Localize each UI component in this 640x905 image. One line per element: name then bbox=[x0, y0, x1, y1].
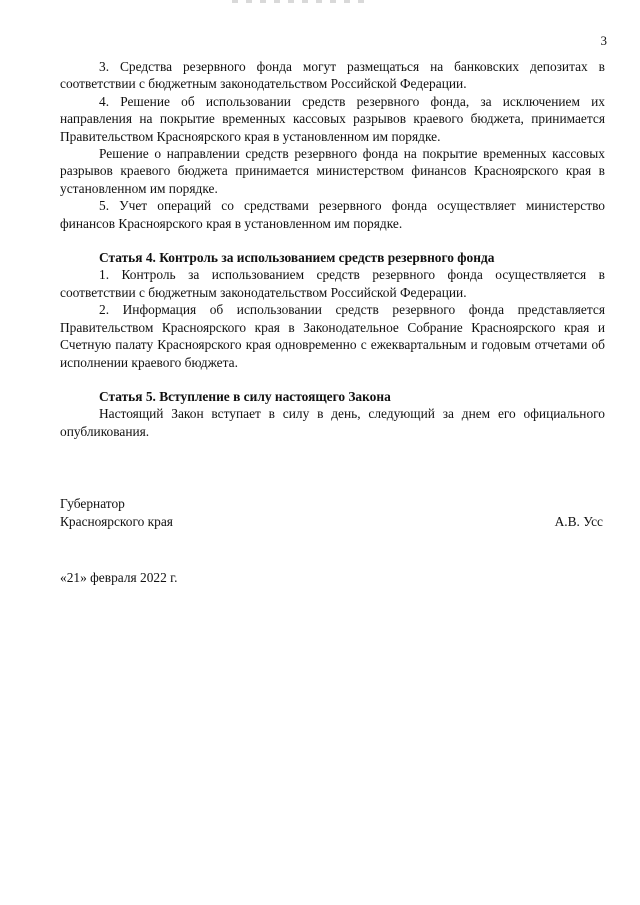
article-4-paragraph-2: 2. Информация об использовании средств резервного фонда представляется Правительством Красноярского края в Законодательное Собрание Красноярского края и Счетную палату Красноярского края одновременно с ежеквартальным и годовым отчетами об исполнении краевого бюджета. bbox=[60, 302, 605, 370]
paragraph-4: 4. Решение об использовании средств резервного фонда, за исключением их направления на покрытие временных кассовых разрывов краевого бюджета, принимается Правительством Красноярского края в установленном им порядке. bbox=[60, 93, 605, 144]
page-number: 3 bbox=[600, 33, 607, 48]
paragraph-3: 3. Средства резервного фонда могут размещаться на банковских депозитах в соответствии с бюджетным законодательством Российской Федерации. bbox=[60, 59, 605, 92]
article-5-paragraph-1: Настоящий Закон вступает в силу в день, следующий за днем его официального опубликования. bbox=[60, 406, 605, 439]
signature-row bbox=[60, 513, 605, 531]
document-date: «21» февраля 2022 г. bbox=[60, 570, 178, 585]
article-4-heading: Статья 4. Контроль за использованием средств резервного фонда bbox=[99, 250, 495, 266]
scan-artifact bbox=[232, 0, 372, 3]
paragraph-5: 5. Учет операций со средствами резервного фонда осуществляет министерство финансов Красноярского края в установленном им порядке. bbox=[60, 198, 605, 231]
paragraph-4-decision: Решение о направлении средств резервного фонда на покрытие временных кассовых разрывов краевого бюджета принимается министерством финансов Красноярского края в установленном им порядке. bbox=[60, 146, 605, 196]
document-body bbox=[60, 58, 605, 440]
signature-block bbox=[60, 495, 605, 531]
article-5-heading: Статья 5. Вступление в силу настоящего Закона bbox=[99, 388, 391, 404]
article-4-paragraph-1: 1. Контроль за использованием средств резервного фонда осуществляется в соответствии с бюджетным законодательством Российской Федерации. bbox=[60, 267, 605, 300]
signature-title-line-2: Красноярского края bbox=[60, 514, 173, 529]
signatory-name: А.В. Усс bbox=[554, 514, 603, 529]
signature-title-line-1: Губернатор bbox=[60, 496, 125, 511]
